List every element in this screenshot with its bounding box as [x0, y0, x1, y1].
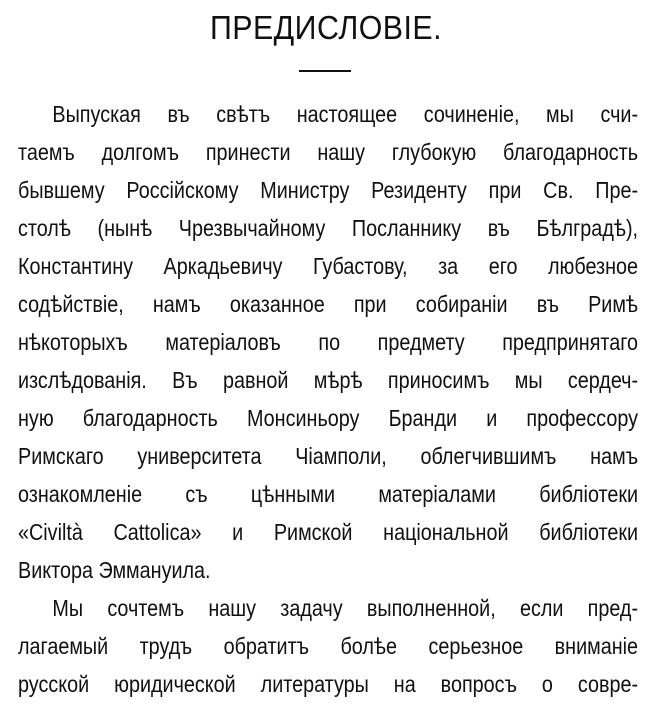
text-line: Виктора Эммануила.: [18, 557, 211, 583]
text-line: содѣйствіе, намъ оказанное при собираніи въ Римѣ: [18, 291, 639, 317]
text-line: лагаемый трудъ обратитъ болѣе серьезное вниманіе: [18, 633, 639, 659]
text-line: «Civiltà Cattolica» и Римской національной библіотеки: [18, 519, 639, 545]
text-line: Мы сочтемъ нашу задачу выполненной, если пред-: [52, 595, 639, 621]
text-line: ную благодарность Монсиньору Бранди и профессору: [18, 405, 639, 431]
title-divider: [299, 70, 351, 72]
text-line: Константину Аркадьевичу Губастову, за его любезное: [18, 253, 639, 279]
text-line: русской юридической литературы на вопросъ о совре-: [18, 671, 639, 697]
text-line: таемъ долгомъ принести нашу глубокую благодарность: [18, 139, 639, 165]
text-line: изслѣдованія. Въ равной мѣрѣ приносимъ мы сердеч-: [18, 367, 639, 393]
text-line: Римскаго университета Чіамполи, облегчившимъ намъ: [18, 443, 639, 469]
text-line: ознакомленіе съ цѣнными матеріалами библіотеки: [18, 481, 639, 507]
body-text: [18, 95, 638, 703]
page-title: ПРЕДИСЛОВІЕ.: [209, 9, 443, 46]
text-line: бывшему Россійскому Министру Резиденту при Св. Пре-: [18, 177, 639, 203]
text-line: Выпуская въ свѣтъ настоящее сочиненіе, мы счи-: [52, 101, 639, 127]
text-line: нѣкоторыхъ матеріаловъ по предмету предпринятаго: [18, 329, 639, 355]
text-line: столѣ (нынѣ Чрезвычайному Посланнику въ Бѣлградѣ),: [18, 215, 639, 241]
